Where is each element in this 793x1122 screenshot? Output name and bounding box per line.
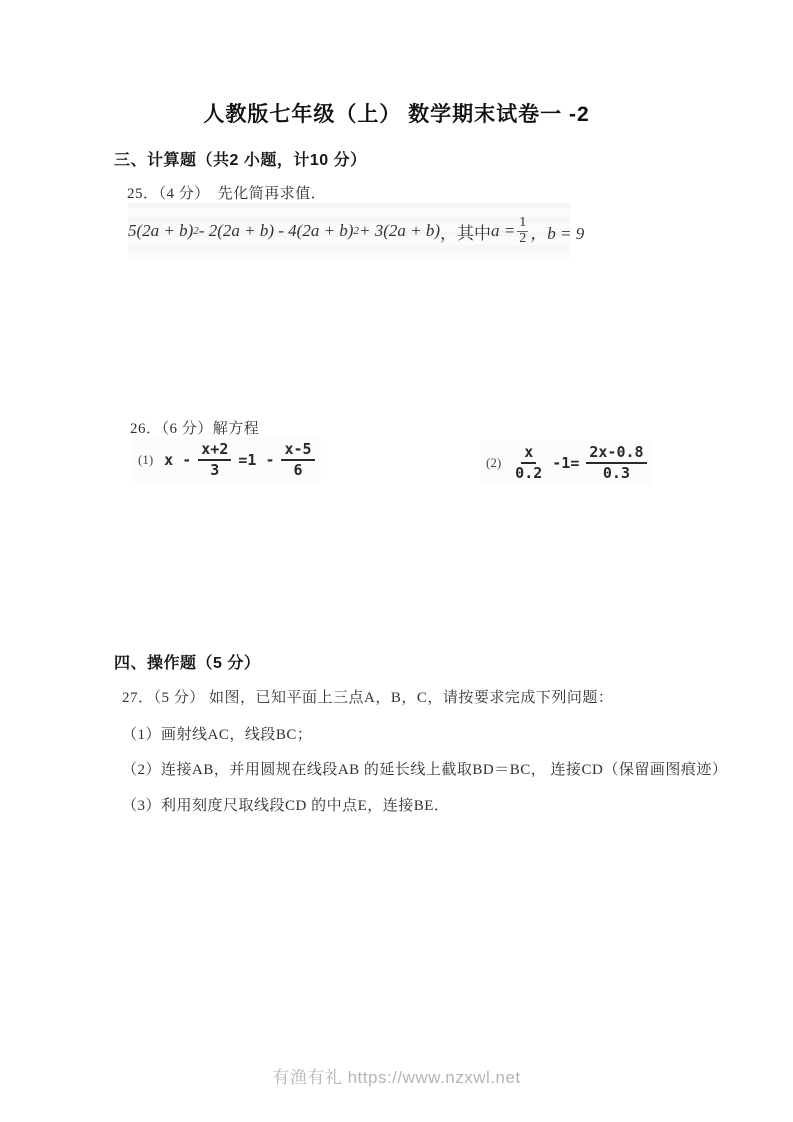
fraction-denominator: 6: [293, 461, 303, 480]
q26-part1-fraction-1: [198, 441, 231, 480]
fraction-numerator: 1: [519, 214, 527, 230]
q27-item-3: （3）利用刻度尺取线段CD 的中点E，连接BE．: [122, 798, 450, 814]
q27-header: 27．（5 分） 如图，已知平面上三点A，B，C，请按要求完成下列问题：: [122, 690, 614, 706]
fraction-numerator: x: [521, 444, 536, 464]
fraction-denominator: 0.2: [515, 464, 543, 483]
q26-part1-mid: =1 -: [238, 451, 275, 470]
q26-part2-fraction-1: [512, 444, 545, 483]
q25-expr-part1: 5(2a + b): [128, 221, 194, 240]
section-heading-calculation: 三、计算题（共2 小题，计10 分）: [114, 152, 367, 169]
q27-item-2: （2）连接AB，并用圆规在线段AB 的延长线上截取BD＝BC， 连接CD（保留画图痕迹）: [122, 762, 728, 778]
fraction-denominator: 0.3: [602, 464, 630, 483]
fraction-numerator: x-5: [281, 441, 314, 461]
footer-watermark: 有渔有礼 https://www.nzxwl.net: [272, 1068, 521, 1087]
q25-expr-part3: + 3(2a + b): [358, 221, 440, 240]
fraction-denominator: 3: [210, 461, 220, 480]
q25-expr-b-equals: ，b = 9: [530, 223, 585, 243]
q26-part1-pre: x -: [164, 451, 192, 470]
fraction-numerator: x+2: [198, 441, 231, 461]
q25-expr-a-equals: a =: [490, 221, 516, 240]
q26-part1-fraction-2: [281, 441, 314, 480]
q26-header: 26．（6 分）解方程: [130, 421, 260, 437]
fraction-numerator: 2x-0.8: [586, 444, 646, 464]
q27-item-1: （1）画射线AC，线段BC；: [122, 727, 313, 743]
q26-equation-2: [480, 441, 653, 486]
q26-part1-label: (1): [138, 452, 154, 468]
q25-header: 25．（4 分） 先化简再求值．: [127, 186, 327, 202]
q25-formula: 5(2a + b) 2 - 2(2a + b) - 4(2a + b) 2 + 3(2a + b) ，其中 a = $\frac{1}{2}$ ，b = 9: [128, 203, 570, 259]
page-title: 人教版七年级（上） 数学期末试卷一 -2: [203, 103, 590, 126]
q26-part2-fraction-2: [586, 444, 646, 483]
q26-equation-1: [132, 438, 321, 483]
q25-fraction-one-half: [517, 216, 528, 246]
q26-part2-label: (2): [486, 455, 502, 471]
q25-expr-where: ，其中: [439, 223, 491, 243]
q26-part2-mid: -1=: [552, 454, 580, 473]
fraction-denominator: 2: [519, 230, 527, 246]
section-heading-operation: 四、操作题（5 分）: [114, 655, 261, 672]
q25-expr-part2: - 2(2a + b) - 4(2a + b): [198, 221, 354, 240]
